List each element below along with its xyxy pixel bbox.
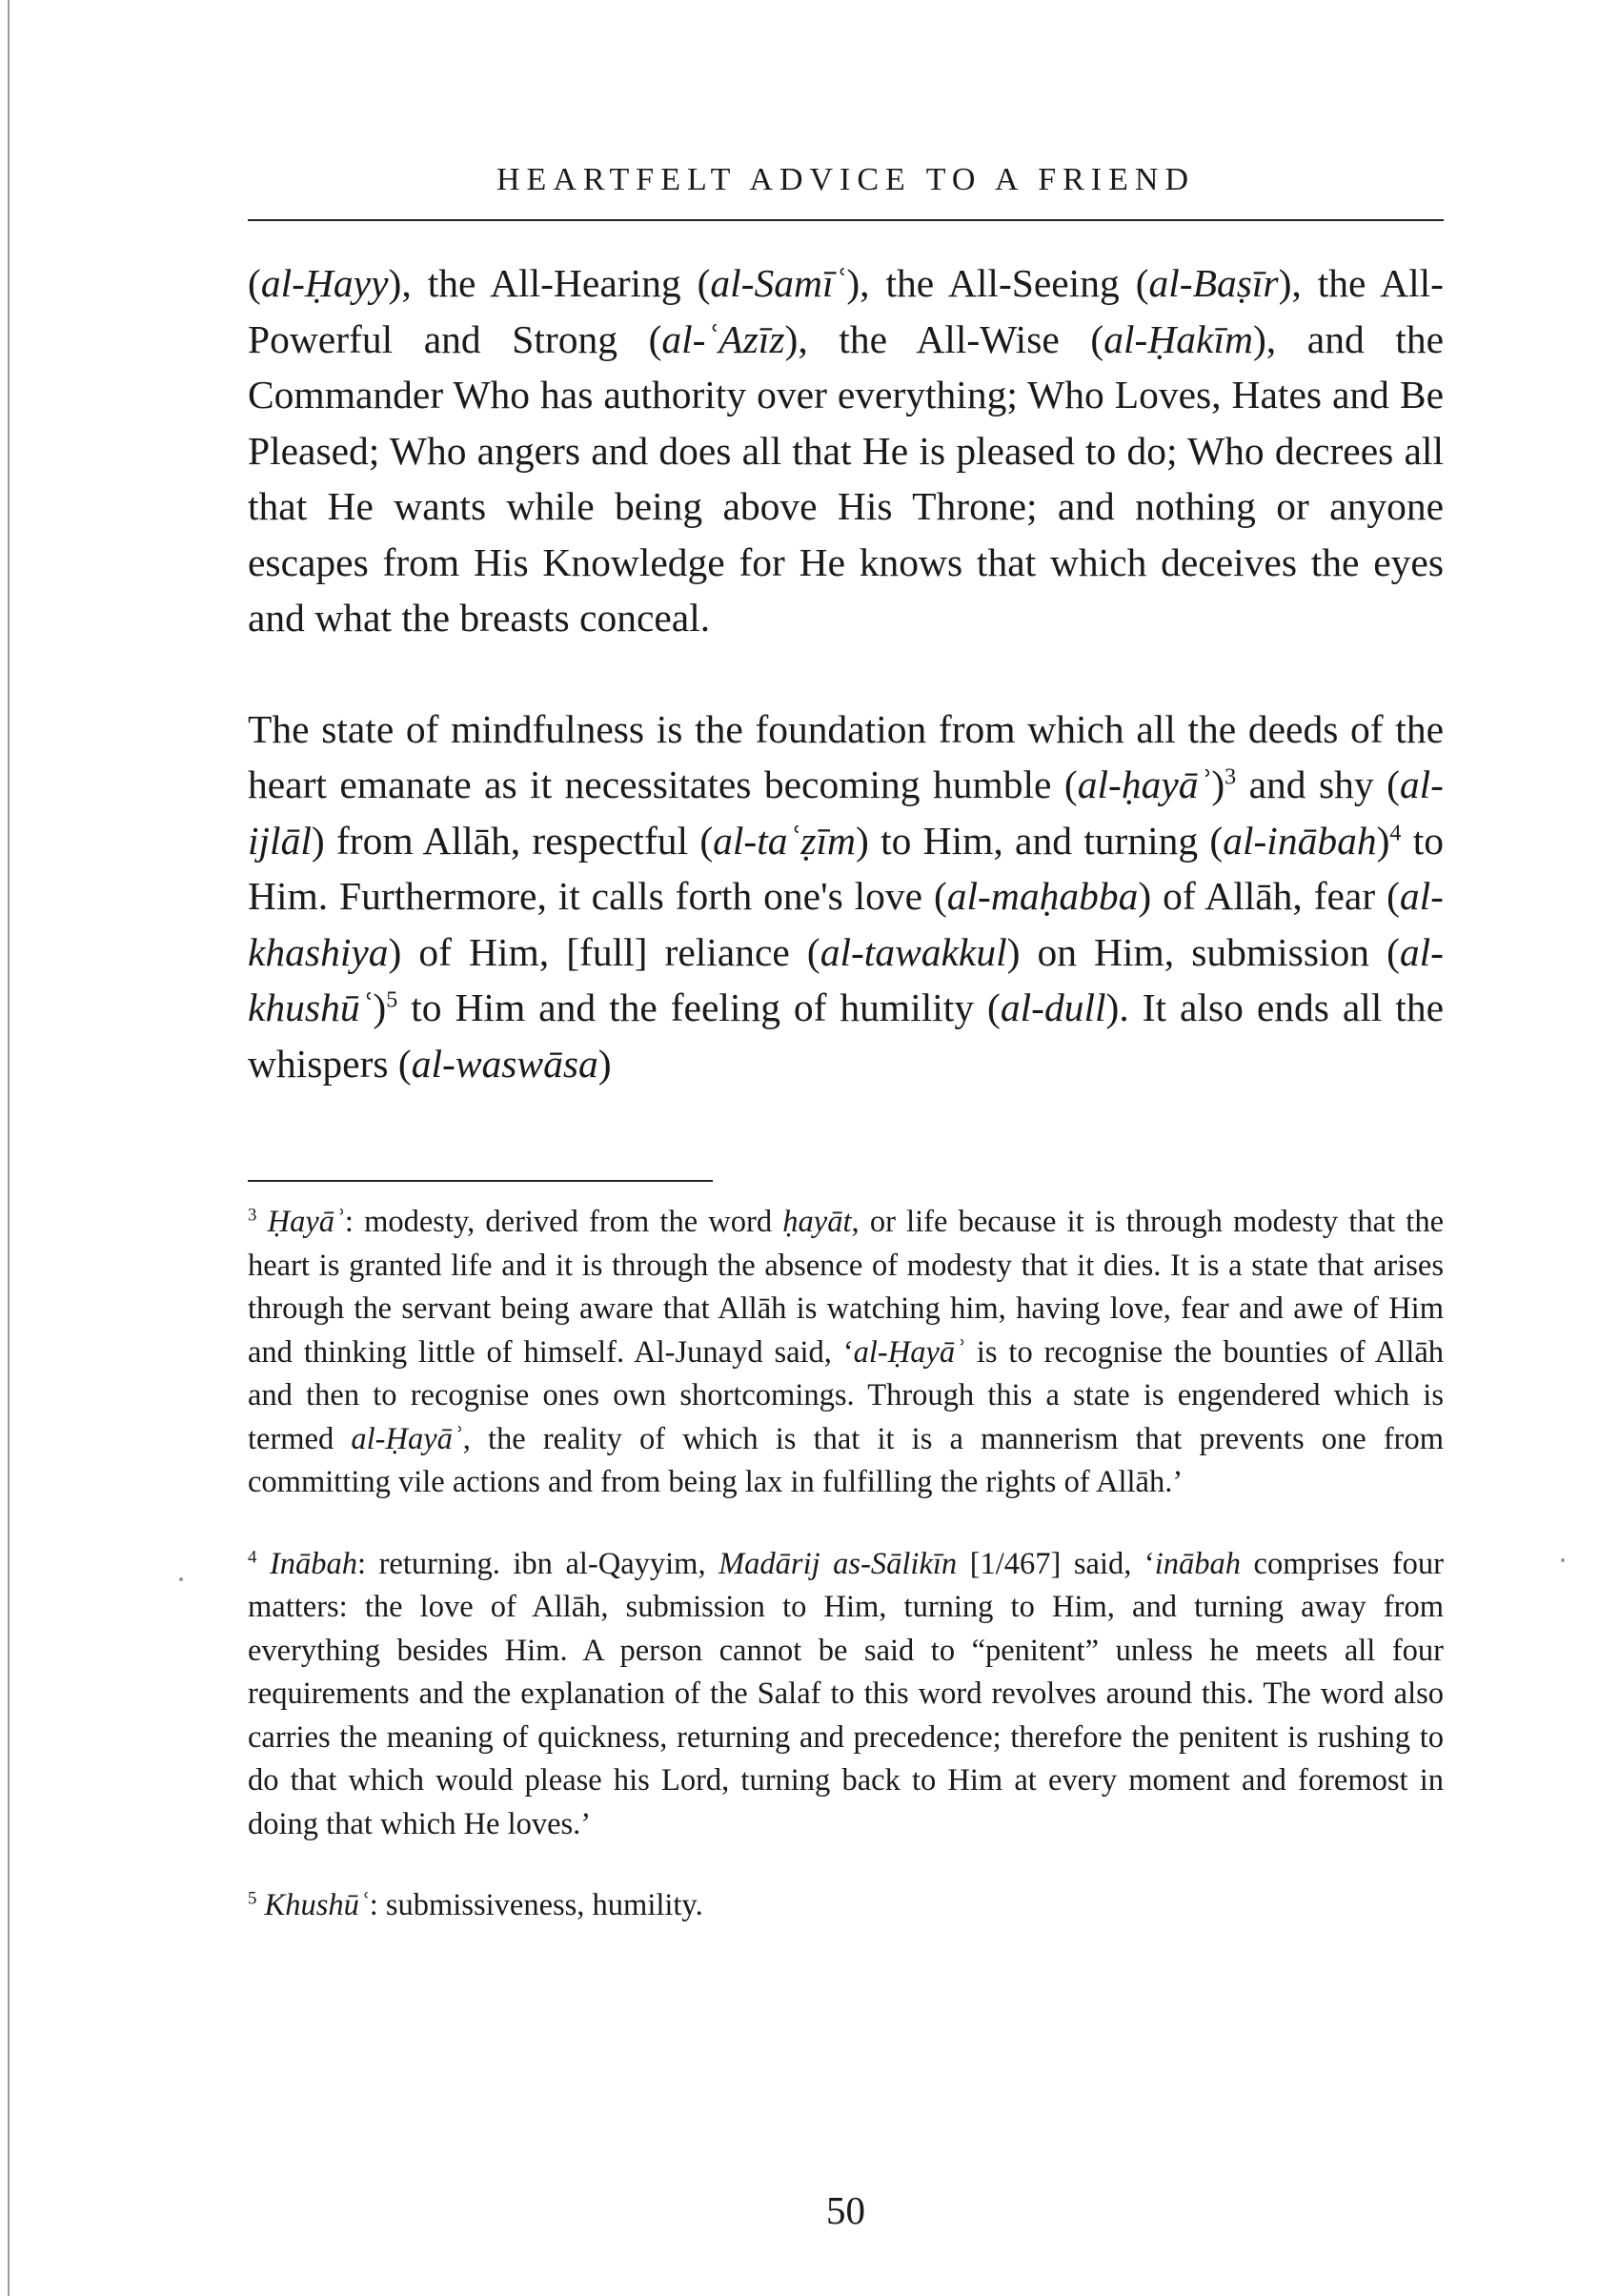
text-run: to Him and the feeling of humility [397, 985, 988, 1029]
italic-term: al-Ḥakīm [1103, 316, 1253, 361]
italic-term: Ḥayāʾ [267, 1205, 345, 1239]
italic-term: al-ʿAzīz [661, 316, 785, 361]
italic-term: al-Ḥayy [260, 261, 389, 305]
text-run: , or life because it is through modesty that the heart is granted life and it is through the absence of modesty that it dies. It is a state that arises through the servant being aware that Allāh is watching him, having love, fear and awe of Him and thinking little of himself. Al-Junayd said, ‘ [248, 1205, 1444, 1370]
body-paragraph: (al-Ḥayy), the All-Hearing (al-Samīʿ), the All-Seeing (al-Baṣīr), the All-Powerful and Strong (al-ʿAzīz), the All-Wise (al-Ḥakīm), and the Commander Who has authority over everything; Who Loves, Hates and Be Pleased; Who angers and does all that He is pleased to do; Who decrees all that He wants while being above His Throne; and nothing or anyone escapes from His Knowledge for He knows that which deceives the eyes and what the breasts conceal. [248, 261, 1444, 640]
italic-term: al-ijlāl [248, 762, 1444, 863]
italic-term: Inābah [269, 1546, 358, 1581]
italic-term: al-maḥabba [946, 874, 1139, 918]
main-text [248, 255, 1444, 1091]
text-run: of Allāh, fear [1151, 874, 1387, 918]
italic-term: al-taʿẓīm [713, 818, 856, 863]
italic-term: al-khashiya [248, 874, 1444, 974]
text-run: , and the Commander Who has authority over everything; Who Loves, Hates and Be Pleased; Who angers and does all that He is pleased to do; Who decrees all that He wants while being above His Throne; and nothing or anyone escapes from His Knowledge for He knows that which deceives the eyes and what the breasts conceal. [248, 316, 1444, 640]
text-run: comprises four matters: the love of Allāh, submission to Him, turning to Him, and turning away from everything besides Him. A person cannot be said to “penitent” unless he meets all four requirements and the explanation of the Salaf to this word revolves around this. The word also carries the meaning of quickness, returning and precedence; therefore the penitent is rushing to do that which would please his Lord, turning back to Him at every moment and foremost in doing that which He loves.’ [248, 1546, 1445, 1841]
italic-term: al-Ḥayāʾ [351, 1421, 463, 1456]
italic-term: al-Ḥayāʾ [853, 1334, 965, 1370]
italic-term: al-Samīʿ [710, 261, 847, 305]
text-run [256, 1205, 267, 1239]
scan-speck [1561, 1558, 1565, 1562]
italic-term: al-tawakkul [820, 929, 1007, 974]
text-run: and shy [1236, 762, 1387, 806]
footnote-5 [248, 1884, 1444, 1928]
text-run: to Him. Furthermore, it calls forth one's love [248, 818, 1444, 918]
italic-term: al-waswāsa [411, 1041, 598, 1086]
text-run: to Him, and turning [868, 818, 1210, 863]
italic-term: al-ḥayāʾ [1077, 762, 1212, 806]
text-run: : modesty, derived from the word [344, 1205, 783, 1239]
text-run [256, 1547, 270, 1581]
text-run: , the All-Seeing [860, 261, 1136, 305]
italic-term: al-Baṣīr [1148, 261, 1279, 305]
italic-term: al-khushūʿ [248, 929, 1444, 1029]
footnote-ref: 5 [386, 987, 398, 1013]
text-run: on Him, submission [1020, 929, 1387, 974]
text-run: [1/467] said, ‘ [957, 1546, 1155, 1581]
text-run: : returning. ibn al-Qayyim, [357, 1546, 719, 1581]
text-run [256, 1888, 264, 1922]
body-paragraph: The state of mindfulness is the foundation from which all the deeds of the heart emanate as it necessitates becoming humble (al-ḥayāʾ)$^3$ and shy (al-ijlāl) from Allāh, respectful (al-taʿẓīm) to Him, and turning (al-inābah)$^4$ to Him. Furthermore, it calls forth one's love (al-maḥabba) of Allāh, fear (al-khashiya) of Him, [full] reliance (al-tawakkul) on Him, submission (al-khushūʿ)$^5$ to Him and the feeling of humility (al-dull). It also ends all the whispers (al-waswāsa) [248, 706, 1444, 1086]
footnote-ref: 4 [248, 1547, 257, 1568]
running-head: HEARTFELT ADVICE TO A FRIEND [496, 162, 1195, 197]
footnote-ref: 3 [1225, 764, 1237, 790]
italic-term: al-dull [1000, 985, 1106, 1029]
text-run: from Allāh, respectful [324, 818, 700, 863]
header-rule [248, 219, 1444, 221]
italic-term: inābah [1154, 1546, 1242, 1581]
text-run: is to recognise the bounties of Allāh and then to recognise ones own shortcomings. Through this a state is engendered which is termed [248, 1334, 1444, 1456]
footnote-rule [248, 1180, 713, 1182]
italic-term: al-inābah [1223, 818, 1377, 863]
text-run: : submissiveness, humility. [369, 1888, 703, 1922]
footnote-ref: 4 [1389, 821, 1402, 846]
page-number: 50 [826, 2188, 865, 2232]
scan-page-edge [8, 0, 10, 2296]
footnotes [248, 1201, 1444, 1928]
italic-term: Khushūʿ [264, 1888, 370, 1922]
text-run: . It also ends all the whispers [248, 985, 1444, 1086]
text-run: , the All-Wise [798, 316, 1091, 361]
italic-term: Madārij as-Sālikīn [719, 1546, 958, 1581]
text-run: , the reality of which is that it is a mannerism that prevents one from committing vile actions and from being lax in fulfilling the rights of Allāh.’ [248, 1421, 1445, 1499]
footnote-4 [248, 1543, 1444, 1847]
footnote-ref: 3 [248, 1205, 257, 1226]
footnote-3 [248, 1201, 1444, 1505]
text-run: , the All-Hearing [401, 261, 698, 305]
text-run: , the All-Powerful and Strong [248, 261, 1444, 361]
italic-term: ḥayāt [782, 1205, 852, 1239]
scan-speck [179, 1577, 183, 1581]
text-run: The state of mindfulness is the foundation from which all the deeds of the heart emanate as it necessitates becoming humble [248, 706, 1444, 806]
footnote-ref: 5 [248, 1888, 257, 1909]
text-run: of Him, [full] reliance [401, 929, 807, 974]
